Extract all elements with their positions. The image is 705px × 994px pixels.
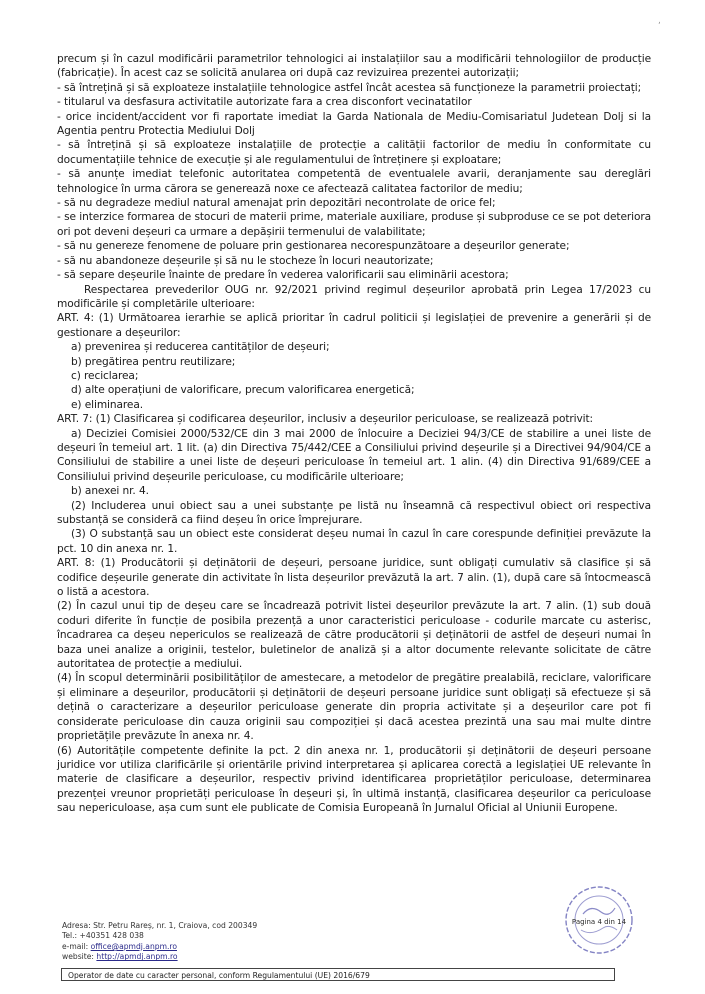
footer-website-label: website: — [62, 952, 97, 962]
paragraph: Respectarea prevederilor OUG nr. 92/2021 privind regimul deșeurilor aprobată prin Legea 17/2023 cu modificările și completările ulterioare: — [57, 283, 651, 310]
paragraph: (6) Autoritățile competente definite la pct. 2 din anexa nr. 1, producătorii și deținătorii de deșeuri persoane juridice vor utiliza clarificările și orientările privind interpretarea și aplicarea corectă a legislației UE relevante în materie de clasificare a deșeurilor, respectiv privind identificarea proprietăților periculoase, determinarea prezenței vreunor proprietăți periculoase în deșeuri și, în ultimă instanță, clasificarea deșeurilor ca periculoase sau nepericuloase, așa cum sunt ele publicate de Comisia Europeană în Jurnalul Oficial al Uniunii Europene. — [57, 744, 651, 815]
paragraph: - să nu genereze fenomene de poluare prin gestionarea necorespunzătoare a deșeurilor generate; — [57, 240, 570, 253]
list-item: a) Deciziei Comisiei 2000/532/CE din 3 mai 2000 de înlocuire a Deciziei 94/3/CE de stabilire a unei liste de deșeuri în temeiul art. 1 lit. (a) din Directiva 75/442/CEE a Consiliului privind deșeurile și a Directivei 94/904/CE a Consiliului de stabilire a unei liste de deșeuri periculoase în temeiul art. 1 alin. (4) din Directiva 91/689/CEE a Consiliului privind deșeurile periculoase, cu modificările ulterioare; — [57, 427, 651, 483]
list-item: d) alte operațiuni de valorificare, precum valorificarea energetică; — [71, 384, 415, 397]
footer-website-link[interactable]: http://apmdj.anpm.ro — [96, 952, 178, 962]
list-item: b) anexei nr. 4. — [71, 485, 149, 498]
paragraph: - să nu degradeze mediul natural amenajat prin depozitări necontrolate de orice fel; — [57, 197, 496, 210]
stamp-page-label: Pagina 4 din 14 — [571, 918, 627, 926]
footer-email-link[interactable]: office@apmdj.anpm.ro — [90, 941, 177, 951]
article-heading: ART. 7: (1) Clasificarea și codificarea deșeurilor, inclusiv a deșeurilor periculoase, se realizează potrivit: — [57, 413, 594, 426]
paragraph: precum și în cazul modificării parametrilor tehnologici ai instalațiilor sau a modificării tehnologiilor de producție (fabricație). În acest caz se solicită anularea ori după caz revizuirea prezentei autorizații; — [57, 53, 651, 80]
footer-email-label: e-mail: — [62, 941, 91, 951]
document-body — [57, 52, 651, 816]
paragraph: - se interzice formarea de stocuri de materii prime, materiale auxiliare, produse și subproduse ce se pot deteriora ori pot deveni deșeuri ca urmare a depășirii termenului de valabilitate; — [57, 211, 651, 238]
paragraph: - să anunțe imediat telefonic autoritatea competentă de eventualele avarii, deranjamente sau dereglări tehnologice în urma cărora se generează noxe ce afectează calitatea factorilor de mediu; — [57, 168, 651, 195]
paragraph: (2) În cazul unui tip de deșeu care se încadrează potrivit listei deșeurilor prevăzute la art. 7 alin. (1) sub două coduri diferite în funcție de posibila prezență a unor caracteristici periculoase - codurile marcate cu asterisc, încadrarea ca deșeu nepericulos se realizează de către producătorii și deținătorii de astfel de deșeuri numai în baza unei analize a originii, testelor, buletinelor de analiză și a altor documente relevante solicitate de către autoritatea de protecție a mediului. — [57, 600, 651, 671]
list-item: a) prevenirea și reducerea cantităților de deșeuri; — [71, 341, 330, 354]
list-item: b) pregătirea pentru reutilizare; — [71, 355, 236, 368]
paragraph: - titularul va desfasura activitatile autorizate fara a crea disconfort vecinatatilor — [57, 96, 472, 109]
paragraph: - orice incident/accident vor fi raportate imediat la Garda Nationala de Mediu-Comisariatul Judetean Dolj si la Agentia pentru Protectia Mediului Dolj — [57, 110, 651, 138]
paragraph: (3) O substanță sau un obiect este considerat deșeu numai în cazul în care corespunde definiției prevăzute la pct. 10 din anexa nr. 1. — [57, 528, 651, 555]
paragraph: (2) Includerea unui obiect sau a unei substanțe pe listă nu înseamnă că respectivul obiect ori respectiva substanță se consideră ca fiind deșeu în orice împrejurare. — [57, 499, 651, 526]
footer-email-row — [62, 942, 257, 952]
footer-contact — [62, 921, 257, 963]
footer-tel: Tel.: +40351 428 038 — [62, 931, 144, 941]
paragraph: (4) În scopul determinării posibilităților de amestecare, a metodelor de pregătire prealabilă, reciclare, valorificare și eliminare a deșeurilor, producătorii și deținătorii de deșeuri persoane juridice sunt obligați să efectueze și să dețină o caracterizare a deșeurilor periculoase generate din propria activitate și a deșeurilor care pot fi considerate periculoase din cauza originii sau compoziției și dacă acestea prezintă una sau mai multe dintre proprietățile prevăzute în anexa nr. 4. — [57, 672, 651, 743]
list-item: c) reciclarea; — [71, 369, 139, 382]
scan-mark: , — [658, 16, 661, 26]
paragraph: - să întrețină și să exploateze instalațiile de protecție a calității factorilor de mediu în conformitate cu documentațiile tehnice de execuție și ale regulamentului de întreținere și exploatare; — [57, 139, 651, 166]
footer-website-row — [62, 952, 257, 962]
article-heading: ART. 8: (1) Producătorii și deținătorii de deșeuri, persoane juridice, sunt obligați cumulativ să clasifice și să codifice deșeurile generate din activitate în lista deșeurilor prevăzută la art. 7 alin. (1), după care să întocmească o listă a acestora. — [57, 557, 651, 599]
official-stamp — [563, 884, 635, 956]
footer-address: Adresa: Str. Petru Rareș, nr. 1, Craiova, cod 200349 — [62, 921, 258, 930]
paragraph: - să separe deșeurile înainte de predare în vederea valorificarii sau eliminării acestora; — [57, 269, 509, 282]
operator-notice: Operator de date cu caracter personal, conform Regulamentului (UE) 2016/679 — [61, 968, 615, 981]
paragraph: - să nu abandoneze deșeurile și să nu le stocheze în locuri neautorizate; — [57, 254, 434, 267]
paragraph: - să întrețină și să exploateze instalațiile tehnologice astfel încât acestea să funcționeze la parametrii proiectați; — [57, 81, 642, 94]
list-item: e) eliminarea. — [71, 398, 143, 411]
article-heading: ART. 4: (1) Următoarea ierarhie se aplică prioritar în cadrul politicii și legislației de prevenire a generării și de gestionare a deșeurilor: — [57, 312, 651, 339]
